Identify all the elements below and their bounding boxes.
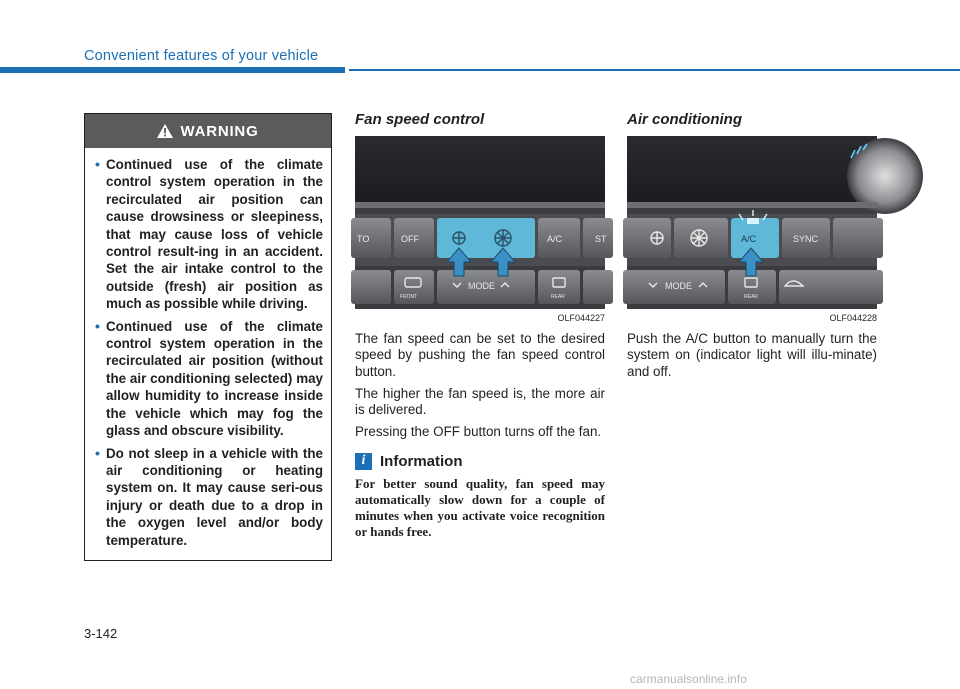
- panel-label-front: FRONT: [400, 294, 418, 300]
- air-conditioning-title: Air conditioning: [627, 111, 742, 128]
- section-header-title: Convenient features of your vehicle: [84, 48, 319, 64]
- warning-item: • Continued use of the climate control system operation in the recirculated air position can cause drowsiness or sleepiness, that may cause loss of vehicle control result-ing in an accident. Set the air intake control to the outside (fresh) air position as much as possible while driving.: [95, 156, 323, 313]
- page-number: 3-142: [84, 626, 118, 641]
- panel-label-st: ST: [595, 234, 607, 244]
- air-conditioning-section: [627, 111, 877, 386]
- body-paragraph: Pressing the OFF button turns off the fan.: [355, 424, 602, 440]
- air-conditioning-panel-photo: [627, 136, 877, 309]
- information-title: Information: [380, 452, 463, 470]
- fan-speed-title: Fan speed control: [355, 111, 485, 128]
- image-code: OLF044228: [829, 313, 877, 323]
- warning-box: [84, 113, 332, 561]
- header-rule-thin: [349, 69, 960, 71]
- fan-speed-panel-photo: [355, 136, 605, 309]
- panel-label-rear: REAR: [551, 294, 565, 300]
- header-rule-thick: [0, 67, 345, 73]
- climate-panel-illustration: [627, 136, 877, 309]
- panel-label-ac: A/C: [741, 234, 757, 244]
- warning-list: [85, 148, 331, 549]
- panel-label-off: OFF: [401, 234, 419, 244]
- warning-header: [85, 114, 331, 148]
- body-paragraph: Push the A/C button to manually turn the system on (indicator light will illu-minate) and off.: [627, 331, 877, 379]
- panel-label-rear: REAR: [744, 294, 758, 300]
- information-header: [355, 453, 605, 470]
- panel-label-mode: MODE: [468, 281, 495, 291]
- image-code: OLF044227: [557, 313, 605, 323]
- page-header: [0, 44, 960, 74]
- body-paragraph: The higher the fan speed is, the more air is delivered.: [355, 385, 605, 418]
- watermark: carmanualsonline.info: [630, 672, 747, 686]
- warning-item: • Do not sleep in a vehicle with the air conditioning or heating system on. It may cause seri-ous injury or death due to a drop in the oxygen level and/or body temperature.: [95, 445, 323, 549]
- panel-label-ac: A/C: [547, 234, 563, 244]
- climate-panel-illustration: [355, 136, 605, 309]
- panel-label-mode: MODE: [665, 281, 692, 291]
- panel-label-sync: SYNC: [793, 234, 819, 244]
- information-icon: i: [355, 453, 372, 470]
- fan-speed-section: [355, 111, 605, 541]
- information-text: For better sound quality, fan speed may automatically slow down for a couple of minutes when you activate voice recognition or hands free.: [355, 475, 605, 540]
- body-paragraph: The fan speed can be set to the desired speed by pushing the fan speed control button.: [355, 331, 605, 379]
- warning-title: WARNING: [180, 122, 259, 140]
- warning-item: • Continued use of the climate control system operation in the recirculated air position (without the air conditioning selected) may allow humidity to increase inside the vehicle which may fog the glass and obscure visibility.: [95, 318, 323, 440]
- panel-label-to: TO: [357, 234, 370, 244]
- warning-triangle-icon: [157, 124, 173, 138]
